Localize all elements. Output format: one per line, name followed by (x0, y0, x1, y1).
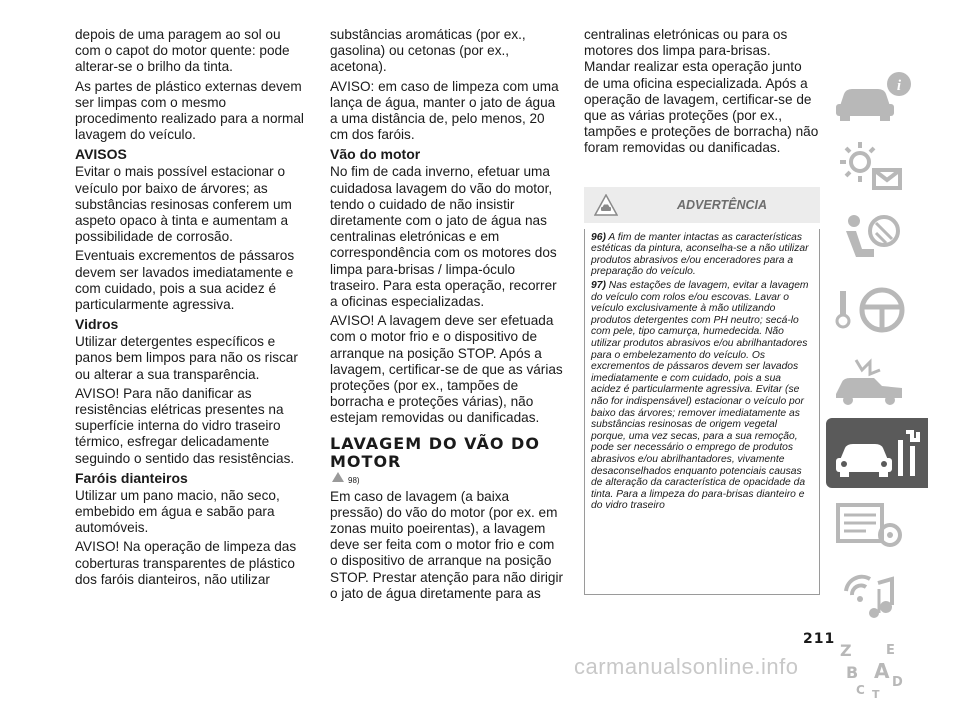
paragraph: Em caso de lavagem (a baixa pressão) do vão do motor (por ex. em zonas muito poeirentas), a lavagem deve ser feita com o motor frio e com o dispositivo de arranque na posição STOP. Prestar atenção para não dirigir o jato de água diretamente para as (330, 488, 563, 601)
section-heading-vidros: Vidros (75, 316, 119, 333)
warning-lights-icon (826, 132, 928, 202)
tab-warning-lights[interactable] (826, 132, 928, 202)
seat-airbag-icon (826, 203, 928, 273)
warning-title: ADVERTÊNCIA (676, 197, 768, 212)
watermark: carmanualsonline.info (574, 654, 799, 679)
warning-item-96 (591, 232, 813, 278)
index-letter: C (856, 683, 865, 697)
section-heading-vao-motor: Vão do motor (330, 146, 421, 163)
car-info-icon (826, 60, 928, 130)
tab-safety[interactable] (826, 203, 928, 273)
warning-text: A fim de manter intactas as características estéticas da pintura, aconselha-se a não utilizar produtos abrasivos e/ou enceradores para a preparação do veículo. (591, 231, 809, 278)
paragraph: substâncias aromáticas (por ex., gasolina) ou cetonas (por ex., acetona). (330, 27, 526, 75)
text-column-2 (330, 27, 564, 605)
section-heading-lavagem: LAVAGEM DO VÃO DO MOTOR (330, 433, 540, 471)
warning-reference[interactable] (348, 473, 564, 485)
warning-number: 97) (591, 280, 606, 291)
index-letter: A (874, 659, 890, 683)
multimedia-icon (826, 561, 928, 631)
page-number: 211 (803, 631, 836, 647)
warning-text: Nas estações de lavagem, evitar a lavagem do veículo com rolos e/ou escovas. Lavar o veículo exclusivamente à mão utilizando produtos detergentes com PH neutro; secá-lo com pele, tipo camurça, humedecida. Não utilizar produtos abrasivos e/ou abrilhantadores para o embelezamento do veículo. Os excrementos de pássaros devem ser lavados imediatamente e com cuidado, pois a sua acidez é particularmente agressiva. Evitar (se não for indispensável) estacionar o veículo por baixo das árvores; remover imediatamente as substâncias resinosas de origem vegetal porque, uma vez secas, para a sua remoção, pode ser necessário o emprego de produtos abrasivos e/ou abrilhantadores, vivamente desaconselhados enquanto potenciais causas de alteração da característica de opacidade da tinta. Para a limpeza do para-brisas dianteiro e do vidro traseiro (591, 280, 809, 512)
index-letter: B (846, 663, 859, 682)
paragraph: As partes de plástico externas devem ser limpas com o mesmo procedimento realizado para a normal lavagem do veículo. (75, 78, 304, 143)
paragraph: Eventuais excrementos de pássaros devem ser lavados imediatamente e com cuidado, pois a sua acidez é particularmente agressiva. (75, 248, 295, 313)
warning-header (584, 187, 820, 223)
tab-starting-driving[interactable] (826, 275, 928, 345)
chapter-sidebar (826, 60, 928, 704)
index-letter: E (886, 643, 895, 658)
tab-emergency[interactable] (826, 346, 928, 416)
paragraph: AVISO! A lavagem deve ser efetuada com o motor frio e o dispositivo de arranque na posição STOP. Após a lavagem, certificar-se de que as várias proteções (por ex., tampões de borracha e proteções várias), não estejam removidas ou danificadas. (330, 313, 563, 426)
steering-wheel-icon (826, 275, 928, 345)
paragraph: Utilizar um pano macio, não seco, embebido em água e sabão para automóveis. (75, 487, 280, 536)
section-heading-farois: Faróis dianteiros (75, 469, 188, 486)
text-column-3 (584, 27, 820, 595)
warning-number: 96) (591, 231, 606, 243)
paragraph: Utilizar detergentes específicos e panos bem limpos para não os riscar ou alterar a sua transparência. (75, 334, 298, 382)
index-letter: D (892, 675, 903, 690)
index-letter: T (872, 688, 880, 701)
reference-number: 98) (348, 475, 360, 485)
alphabetical-index-icon (826, 632, 928, 702)
section-heading-avisos: AVISOS (75, 146, 127, 163)
paragraph: AVISO! Para não danificar as resistências elétricas presentes na superfície interna do vidro traseiro térmico, esfregar delicadamente seguindo o sentido das resistências. (75, 385, 295, 466)
tab-technical-data[interactable] (826, 489, 928, 559)
paragraph: AVISO: em caso de limpeza com uma lança de água, manter o jato de água a uma distância de, pelo menos, 20 cm dos faróis. (330, 78, 559, 143)
index-letter: Z (840, 641, 852, 660)
paragraph: No fim de cada inverno, efetuar uma cuidadosa lavagem do vão do motor, tendo o cuidado de não insistir diretamente com o jato de água nas centralinas eletrónicas e em correspondência com os motores dos limpa para-brisas / limpa-óculo traseiro. Para esta operação, recorrer a oficinas especializadas. (330, 164, 557, 310)
car-crash-icon (826, 346, 928, 416)
warning-triangle-icon (332, 472, 344, 482)
car-maintenance-icon (826, 418, 928, 488)
text-column-1 (75, 27, 309, 591)
technical-data-icon (826, 489, 928, 559)
warning-item-97 (591, 280, 813, 512)
tab-maintenance[interactable] (826, 418, 928, 488)
tab-multimedia[interactable] (826, 561, 928, 631)
paragraph: depois de uma paragem ao sol ou com o capot do motor quente: pode alterar-se o brilho da tinta. (75, 27, 290, 75)
paragraph: Evitar o mais possível estacionar o veículo por baixo de árvores; as substâncias resinosas conferem um aspeto opaco à tinta e aumentam a possibilidade de corrosão. (75, 164, 292, 245)
tab-car-info[interactable] (826, 60, 928, 130)
warning-box (584, 229, 820, 595)
svg-text:i: i (896, 78, 902, 94)
tab-index[interactable] (826, 632, 928, 702)
paragraph: AVISO! Na operação de limpeza das coberturas transparentes de plástico dos faróis dianteiros, não utilizar (75, 539, 297, 587)
paragraph: centralinas eletrónicas ou para os motores dos limpa para-brisas. Mandar realizar esta operação junto de uma oficina especializada. Após a operação de lavagem, certificar-se de que as várias proteções (por ex., tampões e proteções de borracha) não foram removidas ou danificadas. (584, 27, 819, 156)
